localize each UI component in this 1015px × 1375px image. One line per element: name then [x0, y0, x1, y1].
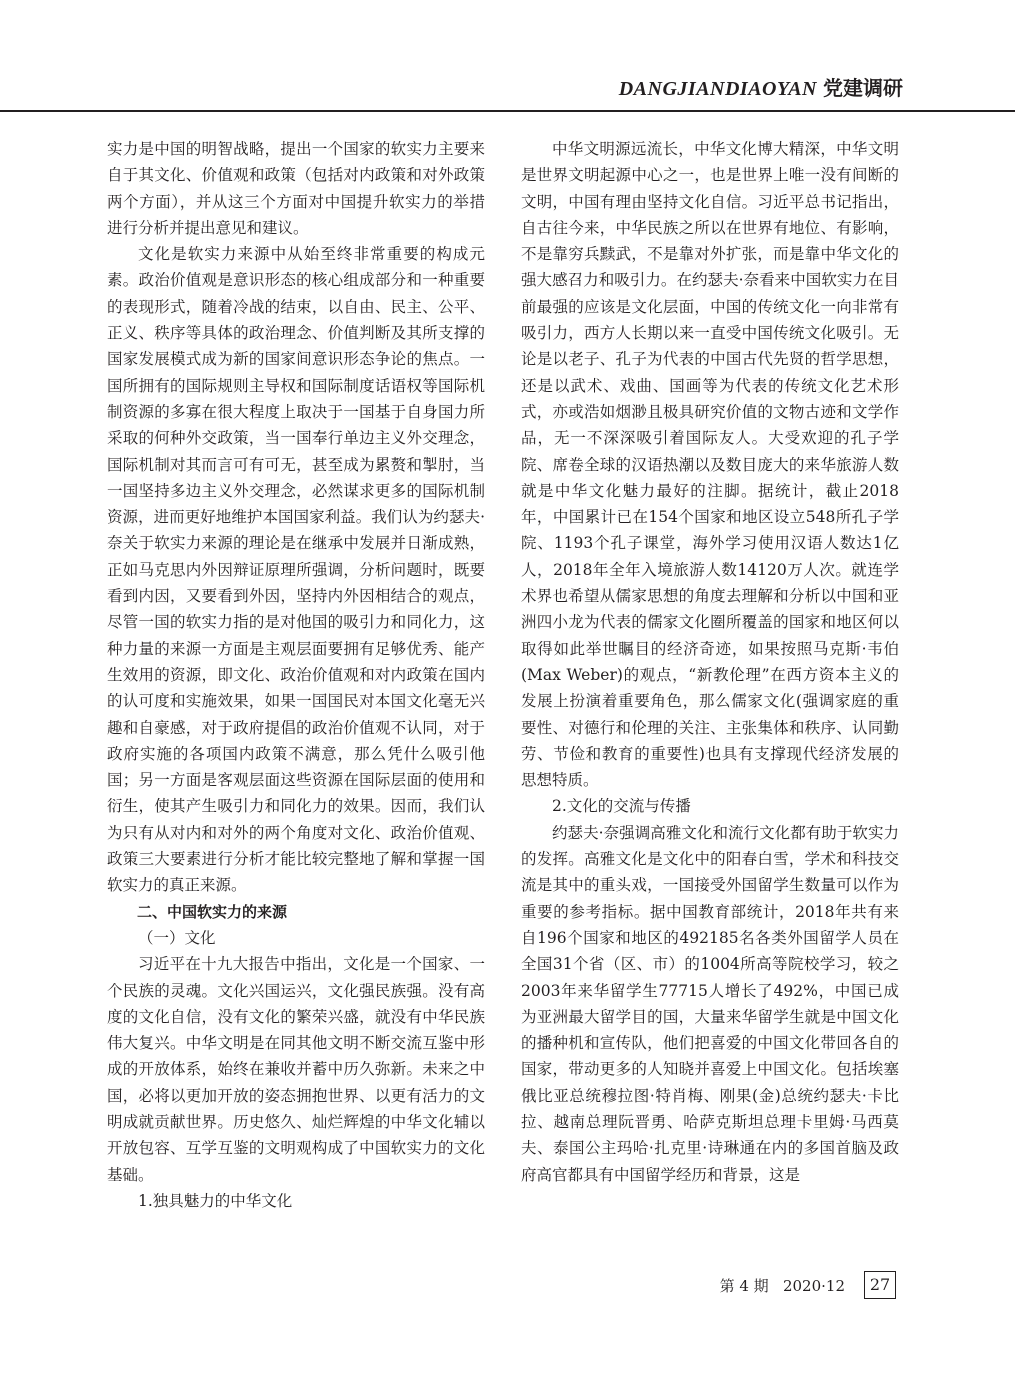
issue-date [720, 1276, 845, 1296]
journal-section-chinese: 党建调研 [823, 76, 903, 100]
journal-section-latin: DANGJIANDIAOYAN [618, 78, 817, 100]
running-header [0, 60, 1015, 116]
body-paragraph: 中华文明源远流长，中华文化博大精深，中华文明是世界文明起源中心之一，也是世界上唯一没有间断的文明，中国有理由坚持文化自信。习近平总书记指出，自古往今来，中华民族之所以在世界有地位、有影响，不是靠穷兵黩武，不是靠对外扩张，而是靠中华文化的强大感召力和吸引力。在约瑟夫·奈看来中国软实力在目前最强的应该是文化层面，中国的传统文化一向非常有吸引力，西方人长期以来一直受中国传统文化吸引。无论是以老子、孔子为代表的中国古代先贤的哲学思想，还是以武术、戏曲、国画等为代表的传统文化艺术形式，亦或浩如烟渺且极具研究价值的文物古迹和文学作品，无一不深深吸引着国际友人。大受欢迎的孔子学院、席卷全球的汉语热潮以及数目庞大的来华旅游人数就是中华文化魅力最好的注脚。据统计，截止2018年，中国累计已在154个国家和地区设立548所孔子学院、1193个孔子课堂，海外学习使用汉语人数达1亿人，2018年全年入境旅游人数14120万人次。就连学术界也希望从儒家思想的角度去理解和分析以中国和亚洲四小龙为代表的儒家文化圈所覆盖的国家和地区何以取得如此举世瞩目的经济奇迹，如果按照马克斯·韦伯(Max Weber)的观点，“新教伦理”在西方资本主义的发展上扮演着重要角色，那么儒家文化(强调家庭的重要性、对德行和伦理的关注、主张集体和秩序、认同勤劳、节俭和教育的重要性)也具有支撑现代经济发展的思想特质。 [521, 140, 899, 790]
section-heading: 二、中国软实力的来源 [137, 902, 288, 921]
right-text-column [521, 136, 899, 1188]
body-paragraph: 习近平在十九大报告中指出，文化是一个国家、一个民族的灵魂。文化兴国运兴，文化强民族强。没有高度的文化自信，没有文化的繁荣兴盛，就没有中华民族伟大复兴。中华文明是在同其他文明不断交流互鉴中形成的开放体系，始终在兼收并蓄中历久弥新。未来之中国，必将以更加开放的姿态拥抱世界、以更有活力的文明成就贡献世界。历史悠久、灿烂辉煌的中华文化辅以开放包容、互学互鉴的文明观构成了中国软实力的文化基础。 [107, 955, 485, 1184]
header-rule [0, 110, 1015, 112]
page-footer [0, 1270, 1015, 1302]
body-paragraph: 文化是软实力来源中从始至终非常重要的构成元素。政治价值观是意识形态的核心组成部分和一种重要的表现形式，随着冷战的结束，以自由、民主、公平、正义、秩序等具体的政治理念、价值判断及其所支撑的国家发展模式成为新的国家间意识形态争论的焦点。一国所拥有的国际规则主导权和国际制度话语权等国际机制资源的多寡在很大程度上取决于一国基于自身国力所采取的何种外交政策，当一国奉行单边主义外交理念，国际机制对其而言可有可无，甚至成为累赘和掣肘，当一国坚持多边主义外交理念，必然谋求更多的国际机制资源，进而更好地维护本国国家利益。我们认为约瑟夫·奈关于软实力来源的理论是在继承中发展并日渐成熟，正如马克思内外因辩证原理所强调，分析问题时，既要看到内因，又要看到外因，坚持内外因相结合的观点，尽管一国的软实力指的是对他国的吸引力和同化力，这种力量的来源一方面是主观层面要拥有足够优秀、能产生效用的资源，即文化、政治价值观和对内政策在国内的认可度和实施效果，如果一国国民对本国文化毫无兴趣和自豪感，对于政府提倡的政治价值观不认同，对于政府实施的各项国内政策不满意，那么凭什么吸引他国；另一方面是客观层面这些资源在国际层面的使用和衍生，使其产生吸引力和同化力的效果。因而，我们认为只有从对内和对外的两个角度对文化、政治价值观、政策三大要素进行分析才能比较完整地了解和掌握一国软实力的真正来源。 [107, 245, 485, 895]
body-paragraph: （一）文化 [138, 928, 216, 947]
page-number: 27 [864, 1271, 896, 1299]
body-paragraph: 约瑟夫·奈强调高雅文化和流行文化都有助于软实力的发挥。高雅文化是文化中的阳春白雪，学术和科技交流是其中的重头戏，一国接受外国留学生数量可以作为重要的参考指标。据中国教育部统计，2018年共有来自196个国家和地区的492185名各类外国留学人员在全国31个省（区、市）的1004所高等院校学习，较之2003年来华留学生77715人增长了492%，中国已成为亚洲最大留学目的国，大量来华留学生就是中国文化的播种机和宣传队，他们把喜爱的中国文化带回各自的国家，带动更多的人知晓并喜爱上中国文化。包括埃塞俄比亚总统穆拉图·特肖梅、刚果(金)总统约瑟夫·卡比拉、越南总理阮晋勇、哈萨克斯坦总理卡里姆·马西莫夫、泰国公主玛哈·扎克里·诗琳通在内的多国首脑及政府高官都具有中国留学经历和背景，这是 [521, 823, 899, 1184]
body-paragraph: 2.文化的交流与传播 [552, 797, 691, 816]
left-text-column [107, 136, 485, 1214]
body-paragraph: 实力是中国的明智战略，提出一个国家的软实力主要来自于其文化、价值观和政策（包括对内政策和对外政策两个方面），并从这三个方面对中国提升软实力的举措进行分析并提出意见和建议。 [107, 140, 485, 237]
issue-number: 第 4 期 [719, 1277, 769, 1295]
body-paragraph: 1.独具魅力的中华文化 [138, 1191, 293, 1210]
journal-section-title [619, 76, 903, 101]
issue-date-text: 2020·12 [782, 1277, 845, 1295]
